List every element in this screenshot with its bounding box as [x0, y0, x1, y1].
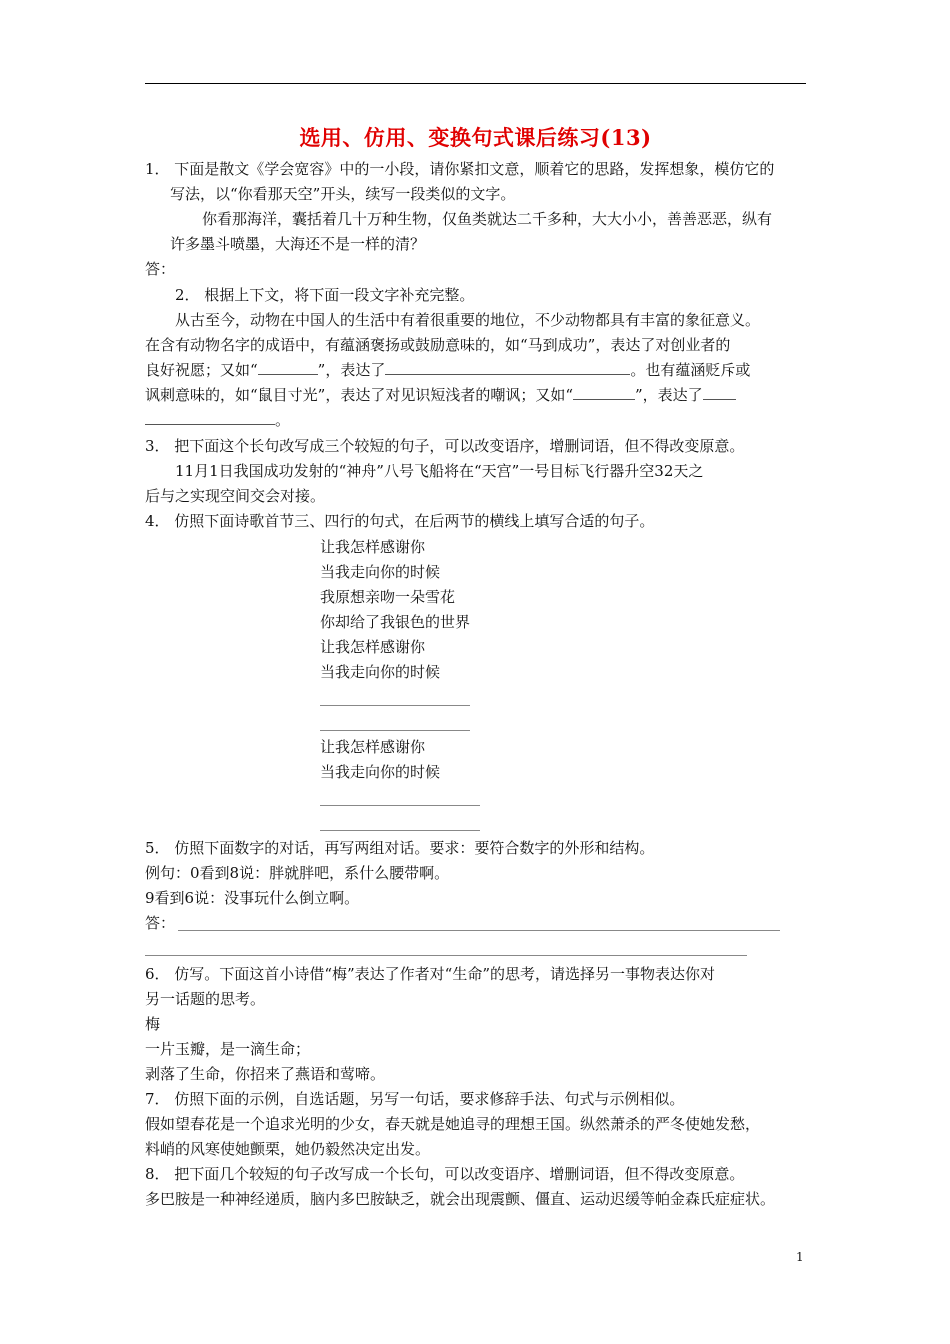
q6-poem-title: 梅: [145, 1015, 161, 1033]
q2-blank-idiom-1[interactable]: [258, 360, 318, 375]
q4-answer-blank-3[interactable]: [320, 805, 480, 806]
q2-text-line1: 从古至今，动物在中国人的生活中有着很重要的地位，不少动物都具有丰富的象征意义。: [175, 311, 761, 329]
q2-blank-meaning-1[interactable]: [385, 360, 630, 375]
q2-text-line3c: 。也有蕴涵贬斥或: [630, 361, 751, 379]
q1-answer-label: 答：: [145, 260, 176, 278]
q6-poem-line1: 一片玉瓣，是一滴生命；: [145, 1040, 311, 1058]
q4-poem-line2: 当我走向你的时候: [320, 563, 441, 581]
q6-prompt-line1: 6． 仿写。下面这首小诗借“梅”表达了作者对“生命”的思考，请选择另一事物表达你对: [145, 965, 715, 983]
q5-answer-line-2[interactable]: [145, 955, 747, 956]
q2-text-line3a: 良好祝愿；又如“: [145, 361, 258, 379]
q1-passage-line2: 许多墨斗喷墨，大海还不是一样的清？: [170, 235, 426, 253]
q4-answer-blank-2[interactable]: [320, 730, 470, 731]
page-number: 1: [796, 1250, 804, 1264]
q2-text-line5-end: 。: [275, 411, 291, 429]
header-rule: [145, 83, 806, 84]
q2-blank-idiom-2[interactable]: [573, 385, 635, 400]
q4-poem2-line2: 当我走向你的时候: [320, 763, 441, 781]
q6-prompt-line2: 另一话题的思考。: [145, 990, 266, 1008]
q3-prompt: 3． 把下面这个长句改写成三个较短的句子，可以改变语序，增删词语，但不得改变原意。: [145, 437, 745, 455]
q8-sentence: 多巴胺是一种神经递质，脑内多巴胺缺乏，就会出现震颤、僵直、运动迟缓等帕金森氏症症状。: [145, 1190, 776, 1208]
q4-poem2-line1: 让我怎样感谢你: [320, 738, 426, 756]
q4-poem-line6: 当我走向你的时候: [320, 663, 441, 681]
q2-text-line3: [145, 360, 750, 380]
q3-sentence-line1: 11月1日我国成功发射的“神舟”八号飞船将在“天宫”一号目标飞行器升空32天之: [175, 462, 704, 480]
q5-example-line2: 9看到6说：没事玩什么倒立啊。: [145, 889, 360, 907]
q5-example-line1: 例句：0看到8说：胖就胖吧，系什么腰带啊。: [145, 864, 450, 882]
page-title: 选用、仿用、变换句式课后练习(13): [299, 125, 652, 150]
q7-example-line2: 料峭的风寒使她颤栗，她仍毅然决定出发。: [145, 1140, 431, 1158]
q4-answer-blank-4[interactable]: [320, 830, 480, 831]
q5-answer-line-1[interactable]: [178, 930, 780, 931]
q1-prompt-line2: 写法，以“你看那天空”开头，续写一段类似的文字。: [170, 185, 516, 203]
q2-text-line4: [145, 385, 736, 405]
q5-prompt: 5． 仿照下面数字的对话，再写两组对话。要求：要符合数字的外形和结构。: [145, 839, 655, 857]
q2-text-line4b: ”，表达了: [635, 386, 703, 404]
q1-prompt-line1: 1． 下面是散文《学会宽容》中的一小段，请你紧扣文意，顺着它的思路，发挥想象，模仿它的: [145, 160, 775, 178]
q2-prompt: 2． 根据上下文，将下面一段文字补充完整。: [175, 286, 475, 304]
q1-passage-line1: 你看那海洋，囊括着几十万种生物，仅鱼类就达二千多种，大大小小，善善恶恶，纵有: [202, 210, 773, 228]
q7-example-line1: 假如望春花是一个追求光明的少女，春天就是她追寻的理想王国。纵然萧杀的严冬使她发愁，: [145, 1115, 761, 1133]
q2-text-line3b: ”，表达了: [317, 361, 386, 379]
q7-prompt: 7． 仿照下面的示例，自选话题，另写一句话，要求修辞手法、句式与示例相似。: [145, 1090, 685, 1108]
q2-text-line5: [145, 410, 290, 430]
q4-prompt: 4． 仿照下面诗歌首节三、四行的句式，在后两节的横线上填写合适的句子。: [145, 512, 655, 530]
q5-answer-label: 答：: [145, 914, 176, 932]
q2-text-line4a: 讽刺意味的，如“鼠目寸光”，表达了对见识短浅者的嘲讽；又如“: [145, 386, 574, 404]
q2-text-line2: 在含有动物名字的成语中，有蕴涵褒扬或鼓励意味的，如“马到成功”，表达了对创业者的: [145, 336, 731, 354]
q2-blank-meaning-2a[interactable]: [703, 385, 736, 400]
q4-poem-line3: 我原想亲吻一朵雪花: [320, 588, 456, 606]
q4-poem-line4: 你却给了我银色的世界: [320, 613, 471, 631]
q6-poem-line2: 剥落了生命，你招来了燕语和莺啼。: [145, 1065, 386, 1083]
q8-prompt: 8． 把下面几个较短的句子改写成一个长句，可以改变语序、增删词语，但不得改变原意。: [145, 1165, 745, 1183]
q2-blank-meaning-2b[interactable]: [145, 410, 275, 425]
q4-answer-blank-1[interactable]: [320, 705, 470, 706]
q4-poem-line1: 让我怎样感谢你: [320, 538, 426, 556]
q3-sentence-line2: 后与之实现空间交会对接。: [145, 487, 326, 505]
q4-poem-line5: 让我怎样感谢你: [320, 638, 426, 656]
